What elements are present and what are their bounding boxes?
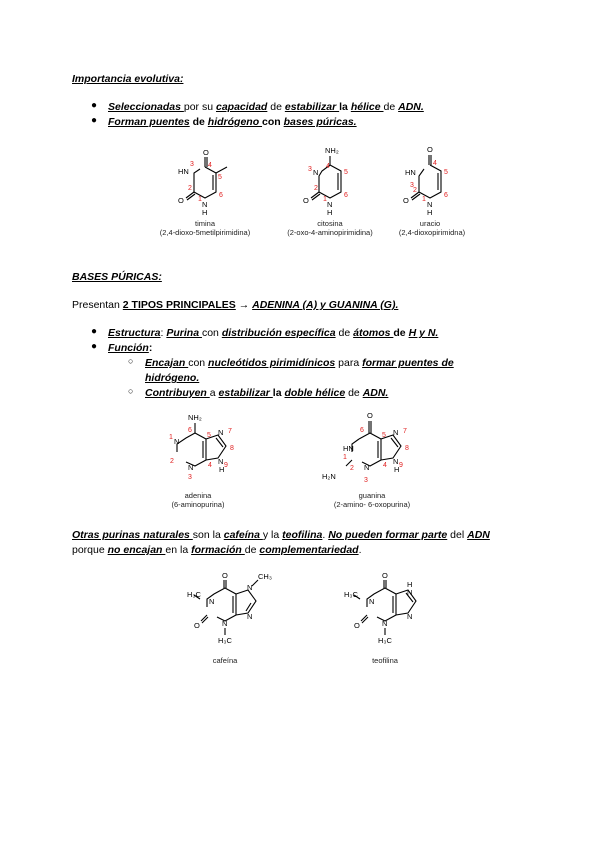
citosina-structure (287, 146, 373, 237)
bullet-forman-puentes: Forman puentes de hidrógeno con bases púricas. (108, 116, 357, 128)
cafeina-structure (187, 571, 272, 665)
otras-purinas-line1: Otras purinas naturales son la cafeína y la teofilina. No pueden formar parte del ADN (72, 529, 490, 541)
atom-label: N (407, 612, 413, 621)
ring-number: 1 (198, 196, 202, 203)
atom-label: N (313, 168, 319, 177)
sub-encajan: Encajan con nucleótidos pirimidínicos para formar puentes de (145, 357, 454, 369)
bullet-dot: ● (91, 115, 98, 126)
ring-number: 5 (207, 432, 211, 439)
atom-label: N (369, 597, 375, 606)
atom-label: HN (405, 168, 416, 177)
ring-number: 3 (364, 477, 368, 484)
ring-number: 6 (188, 427, 192, 434)
sub-contribuyen: Contribuyen a estabilizar la doble hélice de ADN. (145, 387, 389, 399)
ring-number: 9 (224, 462, 228, 469)
atom-label: N (222, 619, 228, 628)
caption-timina: timina (194, 219, 216, 228)
ring-number: 2 (314, 185, 318, 192)
ring-number: 3 (190, 161, 194, 168)
adenina-structure (169, 413, 234, 509)
ring-number: 2 (413, 187, 417, 194)
ring-number: 1 (323, 196, 327, 203)
atom-label: O (354, 621, 360, 630)
bullet-estructura: Estructura: Purina con distribución específica de átomos de H y N. (108, 327, 439, 339)
ring-number: 4 (326, 163, 330, 170)
ring-number: 2 (350, 465, 354, 472)
caption-adenina-iupac: (6-aminopurina) (171, 500, 225, 509)
atom-label: N (382, 619, 388, 628)
atom-label: O (303, 196, 309, 205)
atom-label: N (247, 583, 253, 592)
ring-number: 2 (188, 185, 192, 192)
atom-label: N (364, 463, 370, 472)
caption-citosina: citosina (317, 219, 343, 228)
caption-guanina-iupac: (2-amino- 6-oxopurina) (333, 500, 411, 509)
bullet-funcion: Función: (108, 342, 153, 354)
ring-number: 4 (383, 462, 387, 469)
ring-number: 6 (344, 192, 348, 199)
caption-cafeina: cafeína (212, 656, 238, 665)
ring-number: 1 (169, 434, 173, 441)
ring-number: 5 (444, 169, 448, 176)
caption-uracilo-iupac: (2,4-dioxopirimidna) (398, 228, 466, 237)
bullet-dot: ● (91, 326, 98, 337)
ring-number: 7 (403, 428, 407, 435)
atom-label: H (219, 465, 225, 474)
atom-label: O (203, 148, 209, 157)
atom-label: N (427, 200, 433, 209)
bullet-dot: ● (91, 100, 98, 111)
atom-label: N (393, 428, 399, 437)
intro-presentan: Presentan 2 TIPOS PRINCIPALES → ADENINA (A) y GUANINA (G). (72, 299, 399, 311)
atom-label: N (407, 588, 413, 597)
ring-number: 2 (170, 458, 174, 465)
atom-label: H (394, 465, 400, 474)
atom-label: O (382, 571, 388, 580)
caption-timina-iupac: (2,4-dioxo-5metilpirimidina) (159, 228, 251, 237)
caption-citosina-iupac: (2-oxo-4-aminopirimidina) (287, 228, 373, 237)
atom-label: O (222, 571, 228, 580)
ring-number: 7 (228, 428, 232, 435)
purine-structures (150, 408, 470, 516)
caption-uracilo: uracio (419, 219, 441, 228)
caption-guanina: guanina (358, 491, 386, 500)
caption-teofilina: teofilina (372, 656, 398, 665)
atom-label: N (202, 200, 208, 209)
atom-label: HN (343, 444, 354, 453)
atom-label: N (174, 437, 180, 446)
atom-label: CH₃ (258, 572, 272, 581)
atom-label: N (393, 457, 399, 466)
ring-number: 8 (405, 445, 409, 452)
atom-label: NH₂ (188, 413, 202, 422)
atom-label: O (178, 196, 184, 205)
sub-bullet: ○ (128, 386, 134, 396)
atom-label: N (218, 428, 224, 437)
guanina-structure (322, 411, 411, 509)
ring-number: 6 (360, 427, 364, 434)
ring-number: 6 (444, 192, 448, 199)
bullet-dot: ● (91, 341, 98, 352)
atom-label: N (188, 463, 194, 472)
ring-number: 3 (308, 166, 312, 173)
atom-label: H (327, 208, 333, 217)
ring-number: 1 (343, 454, 347, 461)
atom-label: NH₂ (325, 146, 339, 155)
atom-label: N (247, 612, 253, 621)
ring-number: 5 (218, 174, 222, 181)
heading-importancia: Importancia evolutiva: (72, 73, 184, 85)
ring-number: 4 (208, 162, 212, 169)
uracilo-structure (399, 145, 466, 237)
atom-label: H₃C (218, 636, 232, 645)
atom-label: H (407, 580, 413, 589)
atom-label: H₃C (344, 590, 358, 599)
sub-bullet: ○ (128, 356, 134, 366)
atom-label: O (194, 621, 200, 630)
ring-number: 8 (230, 445, 234, 452)
teofilina-structure (344, 571, 416, 665)
atom-label: H₂N (322, 472, 336, 481)
ring-number: 6 (219, 192, 223, 199)
timina-structure (160, 148, 251, 237)
atom-label: O (403, 196, 409, 205)
ring-number: 3 (188, 474, 192, 481)
ring-number: 1 (422, 196, 426, 203)
ring-number: 4 (433, 160, 437, 167)
bullet-seleccionadas: Seleccionadas por su capacidad de estabilizar la hélice de ADN. (108, 101, 424, 113)
atom-label: O (367, 411, 373, 420)
ring-number: 4 (208, 462, 212, 469)
ring-number: 9 (399, 462, 403, 469)
atom-label: O (427, 145, 433, 154)
methylxanthine-structures (170, 570, 440, 670)
atom-label: H (202, 208, 208, 217)
atom-label: N (327, 200, 333, 209)
atom-label: H (427, 208, 433, 217)
ring-number: 5 (382, 432, 386, 439)
pyrimidine-structures (150, 140, 470, 245)
atom-label: HN (178, 167, 189, 176)
caption-adenina: adenina (184, 491, 212, 500)
ring-number: 5 (344, 169, 348, 176)
ring-number: 3 (410, 182, 414, 189)
atom-label: H₃C (378, 636, 392, 645)
atom-label: H₃C (187, 590, 201, 599)
sub-encajan-cont: hidrógeno. (145, 372, 200, 384)
heading-bases-puricas: BASES PÚRICAS: (72, 271, 162, 283)
atom-label: N (218, 457, 224, 466)
otras-purinas-line2: porque no encajan en la formación de complementariedad. (72, 544, 362, 556)
atom-label: N (209, 597, 215, 606)
